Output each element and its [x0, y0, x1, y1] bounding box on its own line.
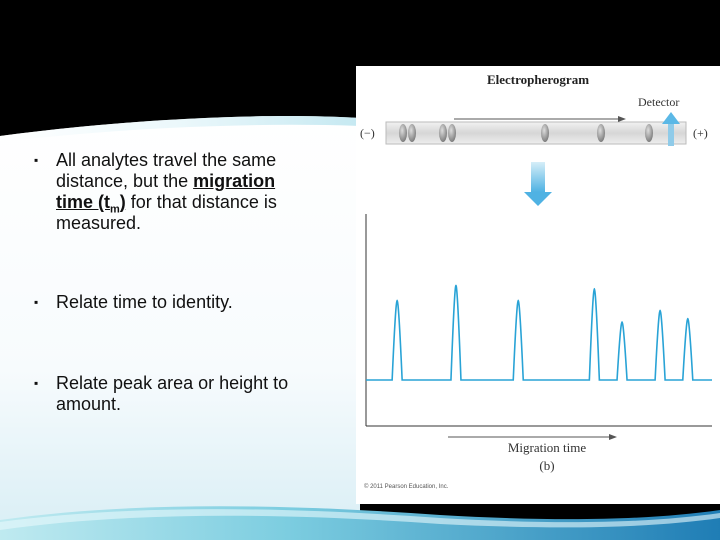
analyte-band: [541, 124, 549, 142]
analyte-band: [399, 124, 407, 142]
electropherogram-drawing: [356, 66, 720, 504]
down-arrow-icon: [524, 162, 552, 206]
analyte-band: [645, 124, 653, 142]
migration-time-term: migration time $(t_m)$: [56, 171, 276, 216]
copyright-notice: © 2011 Pearson Education, Inc.: [364, 484, 449, 490]
electropherogram-figure: [356, 66, 720, 504]
analyte-band: [439, 124, 447, 142]
analyte-band: [597, 124, 605, 142]
detector-label: Detector: [638, 95, 680, 109]
bullet-marker-icon: ▪: [34, 376, 39, 390]
bullet-text: Relate peak area or height to amount.: [56, 373, 289, 414]
migration-direction-arrowhead: [618, 116, 626, 122]
analyte-band: [408, 124, 416, 142]
panel-label: (b): [539, 458, 555, 473]
figure-title: Electropherogram: [486, 72, 590, 87]
negative-terminal-label: (−): [360, 126, 375, 140]
electropherogram-trace: [366, 285, 712, 380]
x-axis-label: Migration time: [507, 440, 587, 455]
positive-terminal-label: (+): [693, 126, 708, 140]
bullet-text: All analytes travel the same distance, but the migration time $(t_m)$ for that distance is measured.: [56, 150, 277, 233]
analyte-band: [448, 124, 456, 142]
bullet-marker-icon: ▪: [34, 153, 39, 167]
capillary-tube: [386, 122, 686, 144]
bullet-text: Relate time to identity.: [56, 292, 233, 312]
bullet-marker-icon: ▪: [34, 295, 39, 309]
